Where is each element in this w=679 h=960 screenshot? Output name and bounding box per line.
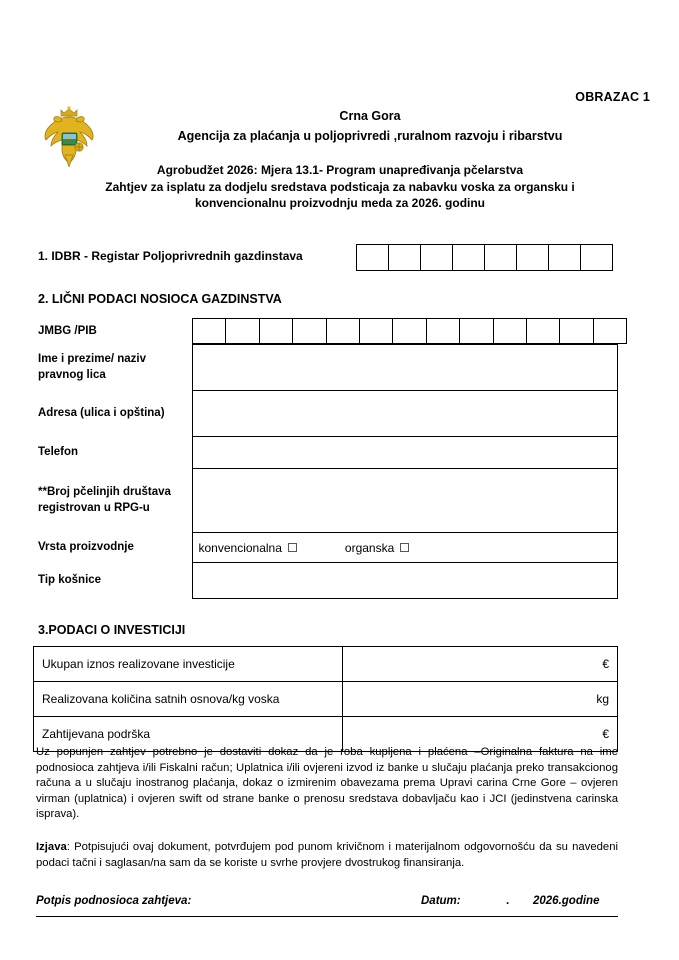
- signature-label: Potpis podnosioca zahtjeva:: [36, 895, 192, 907]
- jmbg-cell[interactable]: [527, 319, 560, 343]
- jmbg-cell: [192, 318, 618, 345]
- idbr-cell[interactable]: [453, 245, 485, 270]
- date-separator: .: [506, 895, 510, 907]
- table-row: [38, 437, 618, 469]
- signature-row: [36, 895, 618, 907]
- table-row: [38, 391, 618, 437]
- table-row: [34, 682, 618, 717]
- idbr-cell[interactable]: [389, 245, 421, 270]
- organisation-header: [100, 108, 640, 145]
- jmbg-cell[interactable]: [494, 319, 527, 343]
- telephone-field[interactable]: [192, 437, 618, 469]
- name-field[interactable]: [192, 345, 618, 391]
- requested-support-field[interactable]: €: [343, 717, 618, 752]
- production-type-options: [192, 533, 618, 563]
- address-field[interactable]: [192, 391, 618, 437]
- wax-quantity-field[interactable]: kg: [343, 682, 618, 717]
- idbr-input-boxes[interactable]: [356, 244, 613, 271]
- section-2-heading: 2. LIČNI PODACI NOSIOCA GAZDINSTVA: [38, 292, 282, 306]
- agency-name: Agencija za plaćanja u poljoprivredi ,ruralnom razvoju i ribarstvu: [177, 129, 563, 143]
- idbr-cell[interactable]: [549, 245, 581, 270]
- table-row: [34, 647, 618, 682]
- total-investment-label: Ukupan iznos realizovane investicije: [34, 647, 343, 682]
- idbr-cell[interactable]: [517, 245, 549, 270]
- title-line-2: Zahtjev za isplatu za dodjelu sredstava podsticaja za nabavku voska za organsku i: [105, 179, 575, 194]
- idbr-cell[interactable]: [485, 245, 517, 270]
- investment-data-table: [33, 646, 618, 752]
- declaration-label: Izjava: [36, 841, 67, 853]
- jmbg-cell[interactable]: [293, 319, 326, 343]
- table-row: [38, 469, 618, 533]
- jmbg-cell[interactable]: [260, 319, 293, 343]
- form-code: OBRAZAC 1: [575, 90, 650, 104]
- date-label: Datum:: [421, 895, 461, 907]
- table-row-production-type: [38, 533, 618, 563]
- jmbg-cell[interactable]: [327, 319, 360, 343]
- jmbg-cell[interactable]: [460, 319, 493, 343]
- total-investment-field[interactable]: €: [343, 647, 618, 682]
- idbr-cell[interactable]: [421, 245, 453, 270]
- jmbg-cell[interactable]: [427, 319, 460, 343]
- jmbg-cell[interactable]: [393, 319, 426, 343]
- jmbg-cell[interactable]: [226, 319, 259, 343]
- requested-support-label: Zahtijevana podrška: [34, 717, 343, 752]
- wax-quantity-label: Realizovana količina satnih osnova/kg voska: [34, 682, 343, 717]
- idbr-label: 1. IDBR - Registar Poljoprivrednih gazdinstava: [38, 249, 303, 263]
- required-documents-paragraph: Uz popunjen zahtjev potrebno je dostaviti dokaz da je roba kupljena i plaćena –Originalna faktura na ime podnosioca zahtjeva i/ili Fiskalni račun; Uplatnica i/ili ovjereni izvod iz banke u slučaju plaćanja preko transakcionog računa a u slučaju inostranog plaćanja, dokaz o izmirenim obavezama prema Upravi carina Crne Gore – ovjeren virman (uplatnica) i ovjeren swift od strane banke o prenosu sredstava dobavljaču kao i JCI (jedinstvena carinska isprava).: [36, 746, 618, 821]
- country-name: Crna Gora: [339, 109, 401, 123]
- title-line-1: Agrobudžet 2026: Mjera 13.1- Program unapređivanja pčelarstva: [156, 163, 524, 177]
- jmbg-cell[interactable]: [360, 319, 393, 343]
- telephone-label: Telefon: [38, 445, 79, 458]
- idbr-cell[interactable]: [581, 245, 613, 270]
- bee-colonies-field[interactable]: [192, 469, 618, 533]
- address-label: Adresa (ulica i opština): [38, 406, 165, 419]
- checkbox-organska[interactable]: [400, 543, 409, 552]
- montenegro-coat-of-arms-icon: [40, 105, 98, 167]
- name-label: Ime i prezime/ naziv pravnog lica: [38, 353, 147, 381]
- year-text: 2026.godine: [533, 895, 600, 907]
- jmbg-input-boxes[interactable]: [192, 318, 627, 344]
- jmbg-cell[interactable]: [560, 319, 593, 343]
- table-row-jmbg: [38, 318, 618, 345]
- declaration-text: : Potpisujući ovaj dokument, potvrđujem pod punom krivičnom i materijalnom odgovornošću da su navedeni podaci tačni i saglasan/na sam da se koriste u svrhe provjere dvostrukog finansiranja.: [36, 841, 618, 869]
- hive-type-field[interactable]: [192, 563, 618, 599]
- option-konvencionalna-label: konvencionalna: [198, 540, 282, 555]
- personal-data-table: [38, 318, 618, 599]
- jmbg-label: JMBG /PIB: [38, 324, 97, 337]
- option-organska[interactable]: [345, 541, 409, 555]
- option-organska-label: organska: [344, 540, 395, 555]
- table-row: [38, 345, 618, 391]
- footer-divider: [36, 916, 618, 917]
- jmbg-cell[interactable]: [594, 319, 627, 343]
- jmbg-cell[interactable]: [193, 319, 226, 343]
- hive-type-label: Tip košnice: [38, 573, 102, 586]
- checkbox-konvencionalna[interactable]: [288, 543, 297, 552]
- title-line-3: konvencionalnu proizvodnju meda za 2026. godinu: [194, 196, 486, 210]
- option-konvencionalna[interactable]: [199, 541, 297, 555]
- document-title: [40, 162, 640, 212]
- idbr-cell[interactable]: [357, 245, 389, 270]
- declaration-paragraph: [36, 840, 618, 871]
- production-type-label: Vrsta proizvodnje: [38, 540, 134, 553]
- table-row: [38, 563, 618, 599]
- section-3-heading: 3.PODACI O INVESTICIJI: [38, 623, 186, 637]
- bee-colonies-label: **Broj pčelinjih društava registrovan u RPG-u: [38, 486, 171, 514]
